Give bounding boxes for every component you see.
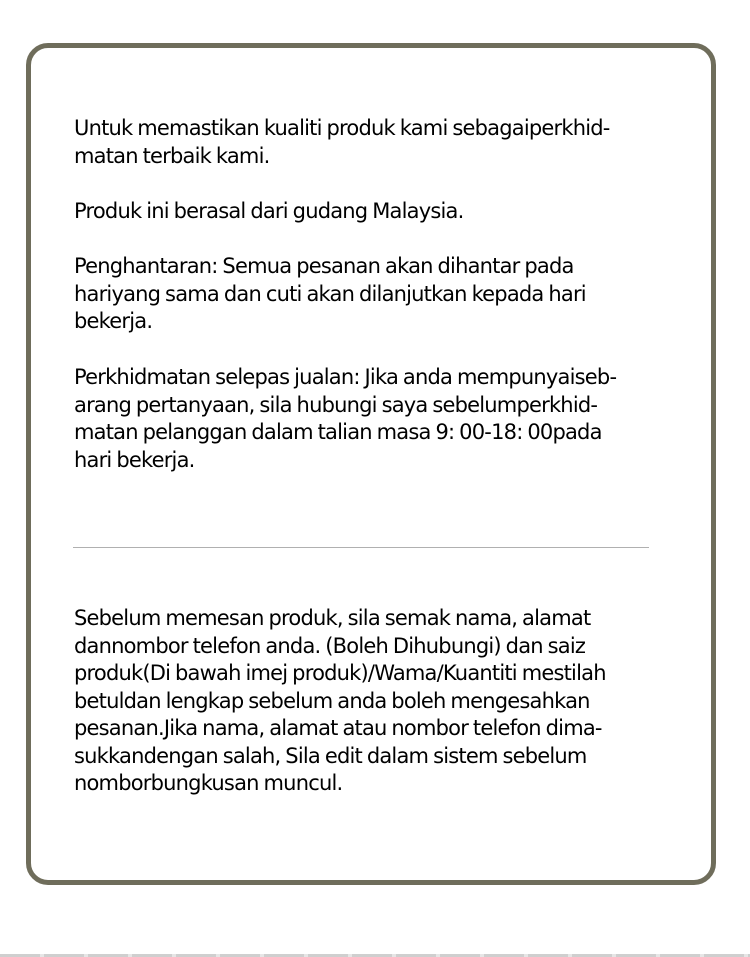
text-line: Untuk memastikan kualiti produk kami sebagaiperkhid- xyxy=(74,116,610,140)
info-card xyxy=(26,43,716,885)
text-line: Sebelum memesan produk, sila semak nama, alamat xyxy=(74,606,591,630)
paragraph-delivery xyxy=(74,253,678,336)
text-line: nomborbungkusan muncul. xyxy=(74,771,343,795)
text-line: Perkhidmatan selepas jualan: Jika anda mempunyaiseb- xyxy=(74,365,617,389)
text-line: pesanan.Jika nama, alamat atau nombor telefon dima- xyxy=(74,716,602,740)
text-line: matan pelanggan dalam talian masa 9: 00-18: 00pada xyxy=(74,420,602,444)
text-line: sukkandengan salah, Sila edit dalam sistem sebelum xyxy=(74,743,587,768)
text-line: Penghantaran: Semua pesanan akan dihantar pada xyxy=(74,254,574,278)
paragraph-after-sales xyxy=(74,364,678,474)
text-line: produk(Di bawah imej produk)/Wama/Kuantiti mestilah xyxy=(74,661,606,685)
text-line: arang pertanyaan, sila hubungi saya sebelumperkhid- xyxy=(74,392,598,417)
text-line: betuldan lengkap sebelum anda boleh mengesahkan xyxy=(74,688,590,713)
paragraph-quality xyxy=(74,115,678,170)
text-line: hariyang sama dan cuti akan dilanjutkan kepada hari xyxy=(74,281,586,306)
text-line: hari bekerja. xyxy=(74,447,195,472)
paragraph-origin xyxy=(74,198,678,226)
text-line: dannombor telefon anda. (Boleh Dihubungi) dan saiz xyxy=(74,633,586,658)
text-line: matan terbaik kami. xyxy=(74,143,270,168)
paragraph-order-check xyxy=(74,605,678,798)
section-divider xyxy=(73,547,649,548)
text-line: Produk ini berasal dari gudang Malaysia. xyxy=(74,199,464,223)
text-line: bekerja. xyxy=(74,309,153,333)
